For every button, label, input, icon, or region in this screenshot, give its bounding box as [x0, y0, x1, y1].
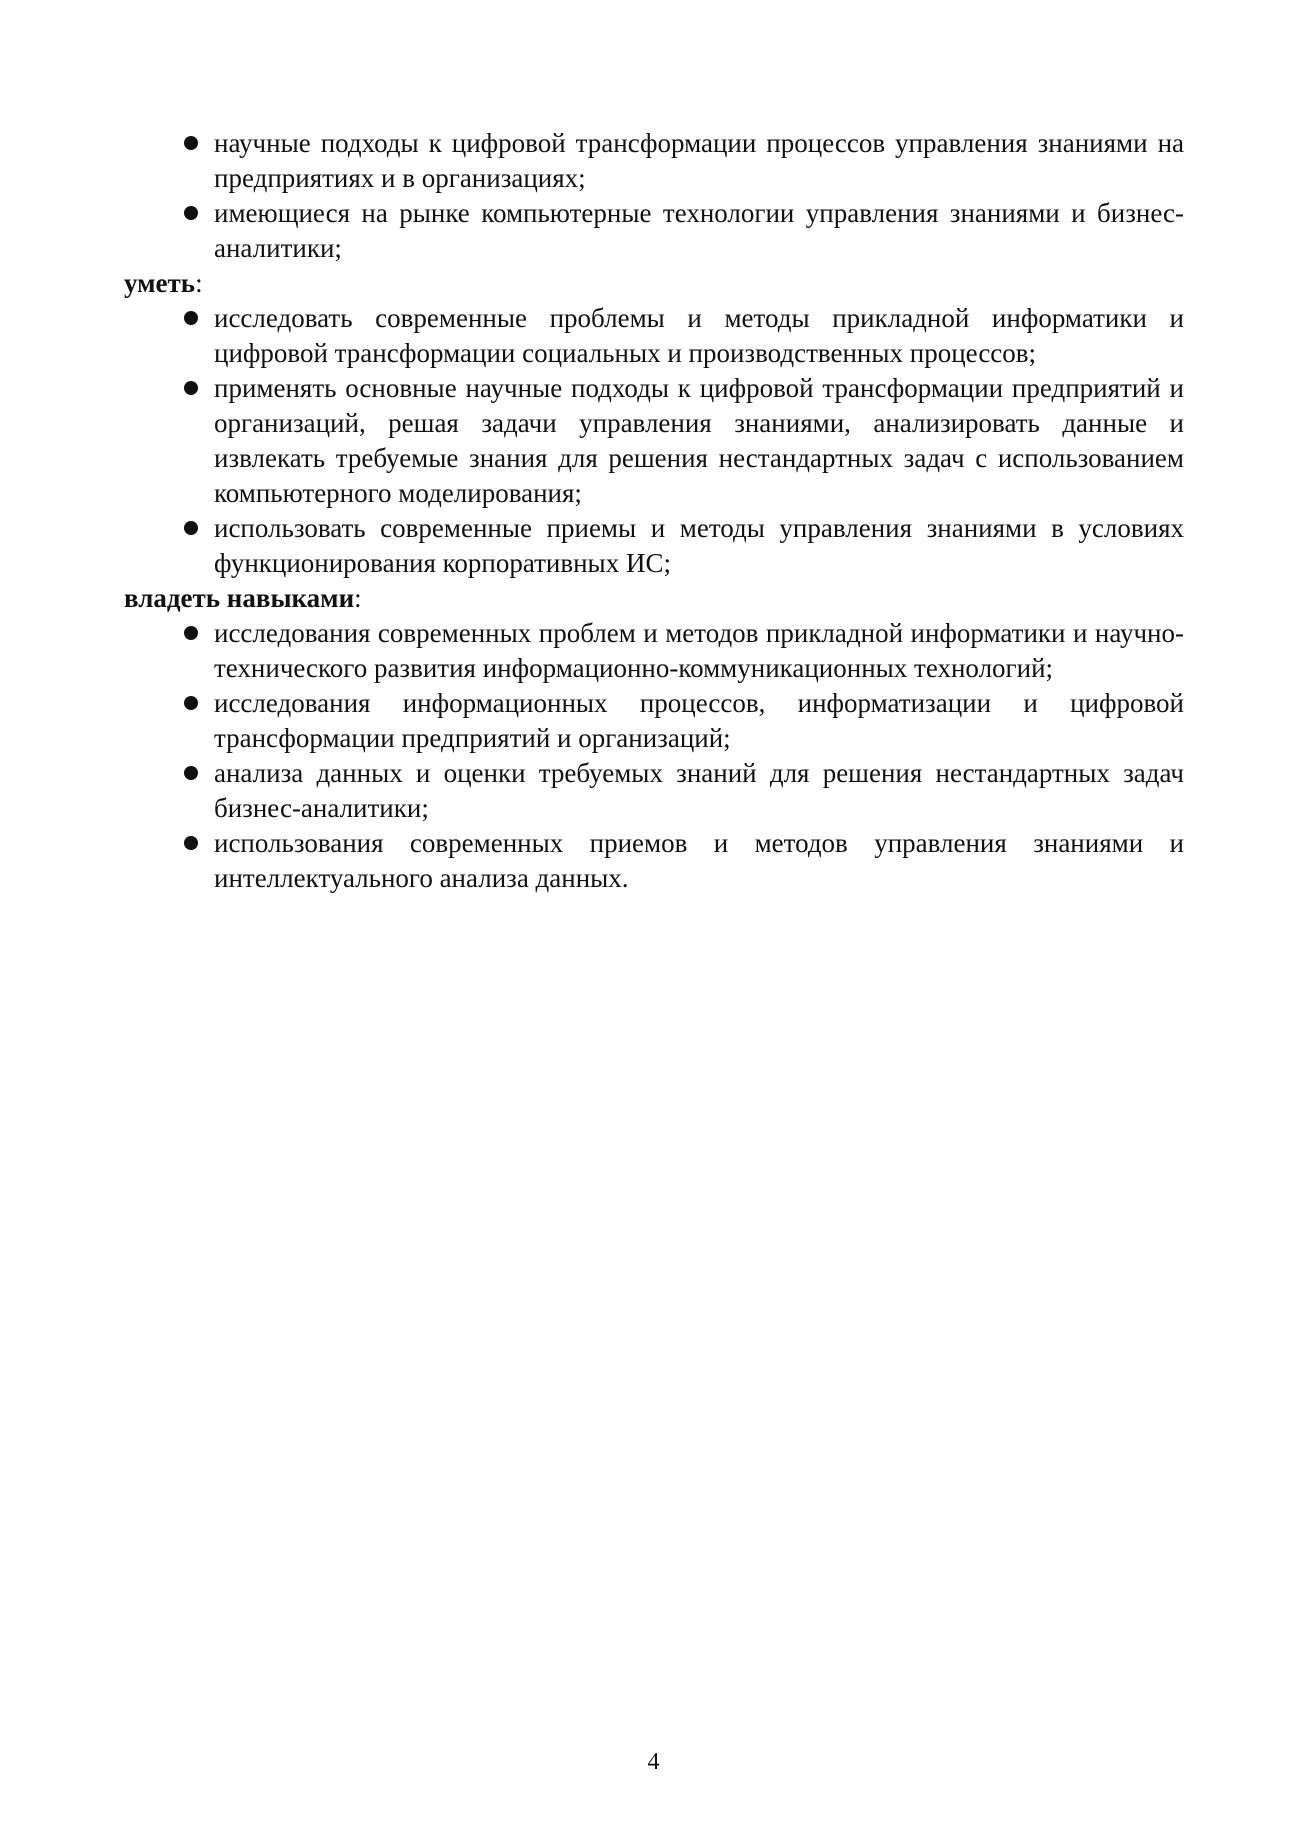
bullet-icon	[184, 381, 198, 395]
abilities-list	[124, 616, 1184, 896]
list-item	[182, 686, 1184, 756]
list-item-text: анализа данных и оценки требуемых знаний для решения нестандартных задач бизнес-аналитики;	[214, 758, 1184, 823]
section-heading-skills	[124, 266, 1184, 301]
list-item-text: исследования современных проблем и методов прикладной информатики и научно-технического развития информационно-коммуникационных технологий;	[214, 618, 1184, 683]
list-item-text: исследования информационных процессов, информатизации и цифровой трансформации предприятий и организаций;	[214, 688, 1184, 753]
bullet-icon	[184, 311, 198, 325]
list-item	[182, 616, 1184, 686]
list-item-text: научные подходы к цифровой трансформации процессов управления знаниями на предприятиях и в организациях;	[214, 128, 1184, 193]
page-number: 4	[647, 1749, 660, 1775]
list-item-text: использовать современные приемы и методы управления знаниями в условиях функционирования корпоративных ИС;	[214, 513, 1184, 578]
bullet-icon	[184, 766, 198, 780]
bullet-icon	[184, 206, 198, 220]
list-item	[182, 371, 1184, 511]
section-heading-text: владеть навыками	[124, 583, 355, 613]
list-item-text: применять основные научные подходы к цифровой трансформации предприятий и организаций, решая задачи управления знаниями, анализировать данные и извлекать требуемые знания для решения нестандартных задач с использованием компьютерного моделирования;	[214, 373, 1184, 508]
list-item-text: имеющиеся на рынке компьютерные технологии управления знаниями и бизнес-аналитики;	[214, 198, 1184, 263]
list-item-text: использования современных приемов и методов управления знаниями и интеллектуального анализа данных.	[214, 828, 1184, 893]
bullet-icon	[184, 626, 198, 640]
bullet-icon	[184, 521, 198, 535]
list-item	[182, 196, 1184, 266]
section-heading-abilities	[124, 581, 1184, 616]
section-heading-text: уметь	[124, 268, 196, 298]
list-item	[182, 756, 1184, 826]
document-body	[124, 126, 1184, 896]
knowledge-list	[124, 126, 1184, 266]
list-item	[182, 511, 1184, 581]
skills-list	[124, 301, 1184, 581]
heading-colon: :	[354, 583, 362, 613]
list-item	[182, 826, 1184, 896]
bullet-icon	[184, 696, 198, 710]
list-item-text: исследовать современные проблемы и методы прикладной информатики и цифровой трансформации социальных и производственных процессов;	[214, 303, 1184, 368]
bullet-icon	[184, 136, 198, 150]
list-item	[182, 126, 1184, 196]
list-item	[182, 301, 1184, 371]
bullet-icon	[184, 836, 198, 850]
heading-colon: :	[195, 268, 203, 298]
